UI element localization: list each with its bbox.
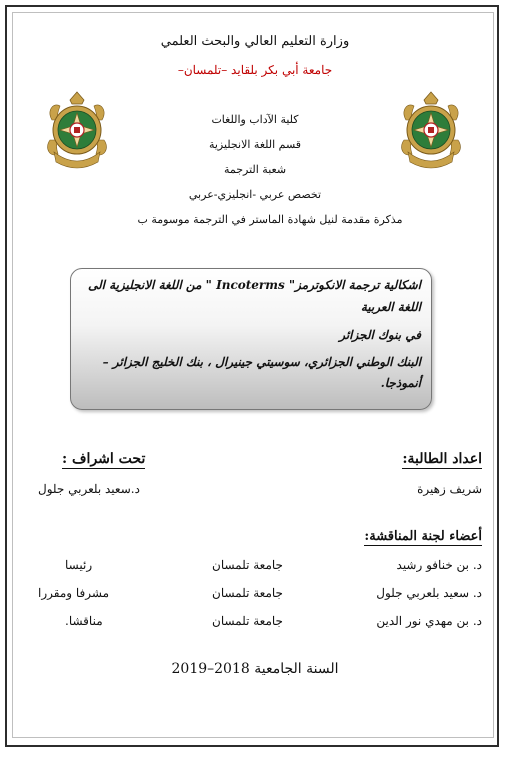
student-name: شريف زهيرة: [417, 482, 482, 496]
member-1-name: د. بن خنافو رشيد: [396, 558, 482, 572]
thesis-description: مذكرة مقدمة لنيل شهادة الماستر في الترجمة موسومة ب: [137, 213, 403, 226]
branch-name: شعبة الترجمة: [223, 163, 287, 176]
member-3-role: مناقشا.: [65, 614, 103, 628]
supervisor-label-wrap: [62, 451, 145, 467]
supervisor-name: د.سعيد بلعربي جلول: [38, 482, 140, 496]
member-3-institution: جامعة تلمسان: [212, 614, 283, 628]
committee-label: أعضاء لجنة المناقشة:: [364, 529, 482, 544]
member-1-institution: جامعة تلمسان: [212, 558, 283, 572]
member-2-institution: جامعة تلمسان: [212, 586, 283, 600]
specialization: تخصص عربي -انجليزي-عربي: [188, 188, 322, 201]
university-emblem-left: [42, 90, 112, 172]
faculty-name: كلية الآداب واللغات: [211, 113, 299, 126]
member-3-name: د. بن مهدي نور الدين: [376, 614, 482, 628]
student-label: اعداد الطالبة:: [402, 451, 482, 467]
thesis-title-box: [70, 268, 432, 410]
supervisor-label: تحت اشراف :: [62, 451, 146, 467]
member-1-role: رئيسا: [65, 558, 93, 572]
title-line-4: البنك الوطني الجزائري، سوسيتي جينيرال ، بنك الخليج الجزائر –: [102, 355, 421, 369]
member-2-name: د. سعيد بلعربي جلول: [376, 586, 482, 600]
university-emblem-right: [396, 90, 466, 172]
title-line-1: اشكالية ترجمة الانكوترمز" Incoterms " من اللغة الانجليزية الى: [87, 278, 421, 292]
title-line-3: في بنوك الجزائر: [339, 328, 421, 342]
academic-year: السنة الجامعية 2018–2019: [171, 661, 339, 677]
university-name: جامعة أبي بكر بلقايد –تلمسان–: [177, 63, 333, 77]
ministry-name: وزارة التعليم العالي والبحث العلمي: [160, 34, 350, 49]
student-label-wrap: [402, 451, 482, 467]
title-line-5: أنموذجا.: [380, 376, 421, 390]
title-line-2: اللغة العربية: [360, 300, 421, 314]
committee-label-wrap: [364, 529, 482, 544]
member-2-role: مشرفا ومقررا: [38, 586, 110, 600]
department-name: قسم اللغة الانجليزية: [208, 138, 302, 151]
